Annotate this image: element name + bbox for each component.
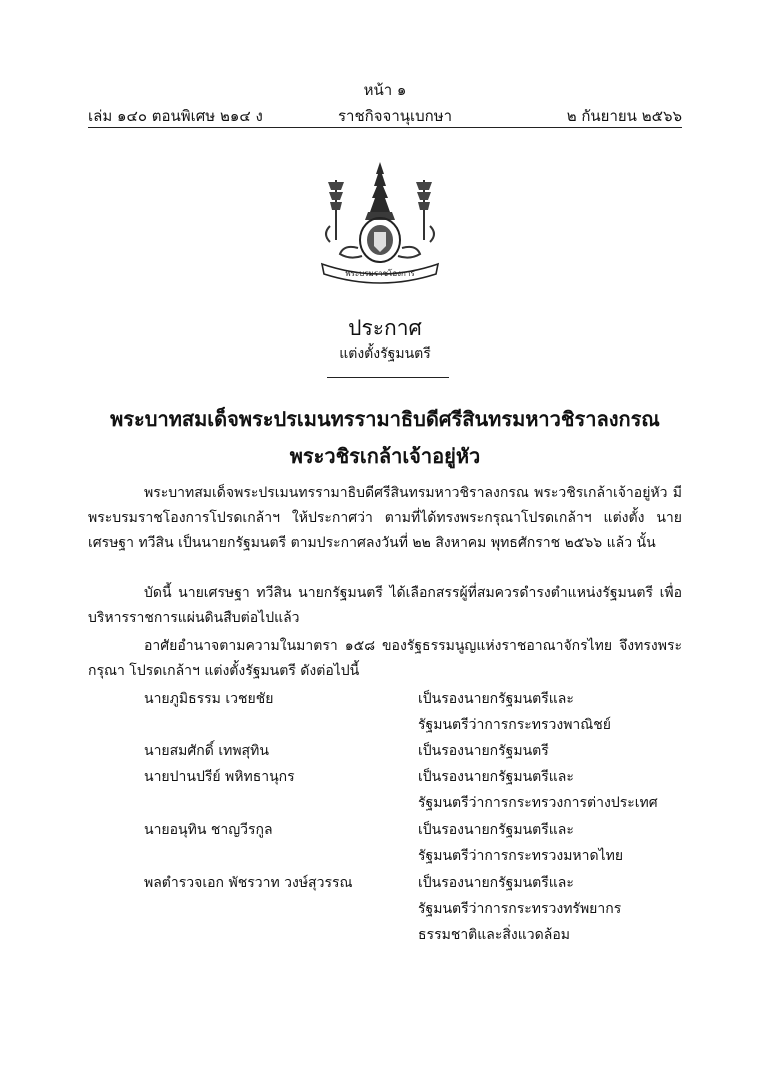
appointee-position: เป็นรองนายกรัฐมนตรีและ xyxy=(418,691,574,707)
appointee-position: เป็นรองนายกรัฐมนตรีและ xyxy=(418,875,574,891)
svg-text:พระบรมราชโองการ: พระบรมราชโองการ xyxy=(345,269,415,278)
appointee-position: รัฐมนตรีว่าการกระทรวงการต่างประเทศ xyxy=(418,795,658,811)
appointee-position: รัฐมนตรีว่าการกระทรวงพาณิชย์ xyxy=(418,717,611,733)
appointee-position: ธรรมชาติและสิ่งแวดล้อม xyxy=(418,927,570,943)
body-paragraph-3 xyxy=(88,634,682,684)
announcement-subtitle: แต่งตั้งรัฐมนตรี xyxy=(339,346,431,362)
page-number: หน้า ๑ xyxy=(363,81,407,99)
gazette-name: ราชกิจจานุเบกษา xyxy=(338,107,453,125)
appointee-position: เป็นรองนายกรัฐมนตรีและ xyxy=(418,769,574,785)
appointee-position: เป็นรองนายกรัฐมนตรีและ xyxy=(418,822,574,838)
royal-emblem-icon xyxy=(300,160,460,285)
appointee-position: เป็นรองนายกรัฐมนตรี xyxy=(418,743,549,759)
body-paragraph-2 xyxy=(88,581,682,631)
appointee-name: พลตำรวจเอก พัชรวาท วงษ์สุวรรณ xyxy=(144,875,353,891)
paragraph-text: อาศัยอำนาจตามความในมาตรา ๑๕๘ ของรัฐธรรมนูญแห่งราชอาณาจักรไทย จึงทรงพระกรุณา โปรดเกล้าฯ แต่งตั้งรัฐมนตรี ดังต่อไปนี้ xyxy=(88,638,682,679)
king-name-line2: พระวชิรเกล้าเจ้าอยู่หัว xyxy=(289,444,481,468)
publication-date: ๒ กันยายน ๒๕๖๖ xyxy=(566,107,682,125)
title-rule xyxy=(327,377,449,378)
appointee-name: นายอนุทิน ชาญวีรกูล xyxy=(144,822,273,838)
announcement-title: ประกาศ xyxy=(348,316,422,340)
appointee-name: นายสมศักดิ์ เทพสุทิน xyxy=(144,743,269,759)
appointee-name: นายปานปรีย์ พหิทธานุกร xyxy=(144,769,295,785)
volume-number: เล่ม ๑๔๐ ตอนพิเศษ ๒๑๔ ง xyxy=(88,107,263,125)
header-rule xyxy=(88,127,682,128)
appointee-position: รัฐมนตรีว่าการกระทรวงมหาดไทย xyxy=(418,848,624,864)
appointee-position: รัฐมนตรีว่าการกระทรวงทรัพยากร xyxy=(418,901,622,917)
appointee-name: นายภูมิธรรม เวชยชัย xyxy=(144,691,274,707)
paragraph-text: บัดนี้ นายเศรษฐา ทวีสิน นายกรัฐมนตรี ได้เลือกสรรผู้ที่สมควรดำรงตำแหน่งรัฐมนตรี เพื่อบริหารราชการแผ่นดินสืบต่อไปแล้ว xyxy=(88,585,682,626)
king-name-line1: พระบาทสมเด็จพระปรเมนทรรามาธิบดีศรีสินทรมหาวชิราลงกรณ xyxy=(110,407,660,431)
body-paragraph-1 xyxy=(88,481,682,556)
paragraph-text: พระบาทสมเด็จพระปรเมนทรรามาธิบดีศรีสินทรมหาวชิราลงกรณ พระวชิรเกล้าเจ้าอยู่หัว มีพระบรมราชโองการโปรดเกล้าฯ ให้ประกาศว่า ตามที่ได้ทรงพระกรุณาโปรดเกล้าฯ แต่งตั้ง นายเศรษฐา ทวีสิน เป็นนายกรัฐมนตรี ตามประกาศลงวันที่ ๒๒ สิงหาคม พุทธศักราช ๒๕๖๖ แล้ว นั้น xyxy=(88,485,682,551)
